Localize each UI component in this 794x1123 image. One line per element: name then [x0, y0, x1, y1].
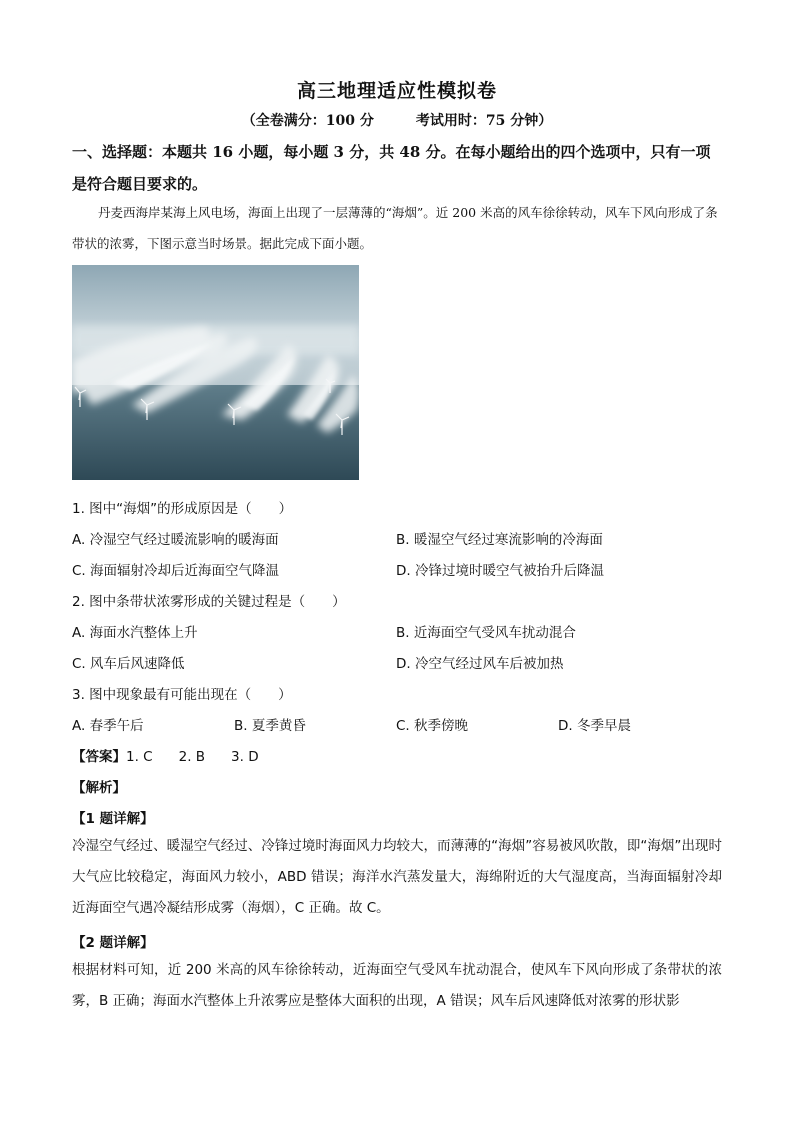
question-2-option-c: C. 风车后风速降低: [72, 656, 185, 672]
answer-line: [72, 745, 259, 765]
question-3-option-c: C. 秋季傍晚: [396, 718, 469, 734]
q1-detail-text: 冷湿空气经过、暖湿空气经过、冷锋过境时海面风力均较大，而薄薄的“海烟”容易被风吹散，即“海烟”出现时大气应比较稳定，海面风力较小，ABD 错误；海洋水汽蒸发量大，海绵附近的大气湿度高，当海面辐射冷却近海面空气遇冷凝结形成雾（海烟），C 正确。故 C。: [72, 838, 722, 916]
answer-2: 2. B: [178, 749, 206, 765]
question-1-option-c: C. 海面辐射冷却后近海面空气降温: [72, 563, 280, 579]
total-score: （全卷满分：100 分: [241, 113, 374, 129]
question-2-option-d: D. 冷空气经过风车后被加热: [396, 656, 564, 672]
question-3-option-d: D. 冬季早晨: [558, 718, 631, 734]
question-2-option-a: A. 海面水汽整体上升: [72, 625, 198, 641]
wind-farm-sea-fog-photo: [72, 265, 359, 480]
answer-1: 1. C: [126, 749, 153, 765]
exam-info: [0, 110, 794, 130]
answer-label: 【答案】: [72, 749, 126, 765]
q2-detail-heading: 【2 题详解】: [72, 935, 154, 951]
question-2-option-b: B. 近海面空气受风车扰动混合: [396, 625, 576, 641]
q2-detail-text: 根据材料可知，近 200 米高的风车徐徐转动，近海面空气受风车扰动混合，使风车下风向形成了条带状的浓雾，B 正确；海面水汽整体上升浓雾应是整体大面积的出现，A 错误；风车后风速降低对浓雾的形状影: [72, 962, 722, 1009]
analysis-label: 【解析】: [72, 780, 126, 796]
page-title: 高三地理适应性模拟卷: [296, 80, 497, 102]
exam-time: 考试用时：75 分钟）: [415, 113, 553, 129]
question-3-stem: 3. 图中现象最有可能出现在（ ）: [72, 687, 292, 703]
question-2-stem: 2. 图中条带状浓雾形成的关键过程是（ ）: [72, 594, 346, 610]
question-3-option-b: B. 夏季黄昏: [234, 718, 306, 734]
question-1-stem: 1. 图中“海烟”的形成原因是（ ）: [72, 501, 293, 517]
material-body: 丹麦西海岸某海上风电场，海面上出现了一层薄薄的“海烟”。近 200 米高的风车徐徐转动，风车下风向形成了条带状的浓雾，下图示意当时场景。据此完成下面小题。: [72, 205, 718, 251]
question-3-option-a: A. 春季午后: [72, 718, 144, 734]
question-1-option-d: D. 冷锋过境时暖空气被抬升后降温: [396, 563, 604, 579]
question-1-option-a: A. 冷湿空气经过暖流影响的暖海面: [72, 532, 279, 548]
question-1-option-b: B. 暖湿空气经过寒流影响的冷海面: [396, 532, 603, 548]
material-text: [72, 197, 722, 259]
q1-detail-heading: 【1 题详解】: [72, 811, 154, 827]
answer-3: 3. D: [231, 749, 259, 765]
section-heading: 一、选择题：本题共 16 小题，每小题 3 分，共 48 分。在每小题给出的四个选项中，只有一项是符合题目要求的。: [72, 143, 711, 193]
